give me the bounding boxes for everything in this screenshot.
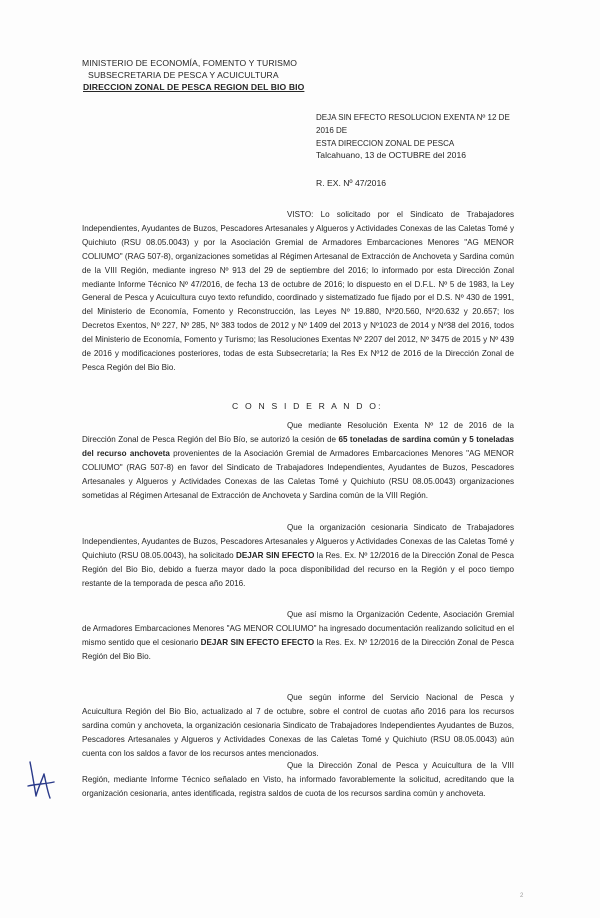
visto-text: Lo solicitado por el Sindicato de Trabajadores Independientes, Ayudantes de Buzos, Pescadores Artesanales y Algueros y Actividades Conexas de las Caletas Tomé y Quichiuto (RSU 08.05.0043) y por la Asociación Gremial de Armadores Embarcaciones Menores "AG MENOR COLIUMO" (RAG 507-8), organizaciones sometidas al Régimen Artesanal de Extracción de Anchoveta y Sardina común de la VIII Región, mediante ingreso Nº 913 del 29 de septiembre del 2016; lo informado por esta Dirección Zonal mediante Informe Técnico Nº 47/2016, de fecha 13 de octubre de 2016; lo dispuesto en el D.F.L. Nº 5 de 1983, la Ley General de Pesca y Acuicultura cuyo texto refundido, coordinado y sistematizado fue fijado por el D.S. Nº 430 de 1991, del Ministerio de Economía, Fomento y Reconstrucción, las Leyes Nº 19.880, Nº20.560, Nº20.632 y 20.657; los Decretos Exentos, Nº 227, Nº 285, Nº 383 todos de 2012 y Nº 1409 del 2013 y Nº1023 de 2014 y Nº38 del 2016, todos del Ministerio de Economía, Fomento y Turismo; las Resoluciones Exentas Nº 2207 del 2012, Nº 3475 de 2015 y Nº 439 de 2016 y modificaciones posteriores, todas de esta Subsecretaría; la Res Ex Nº12 de 2016 de la Dirección Zonal de Pesca Región del Bio Bio. [82,210,515,372]
considerando-4-text: Que según informe del Servicio Nacional de Pesca y Acuicultura Región del Bio Bio, actualizado al 7 de octubre, sobre el control de cuotas año 2016 para los recursos sardina común y anchoveta, la organización cesionaria Sindicato de Trabajadores Independientes Ayudantes de Buzos, Pescadores Artesanales y Algueros y Actividades Conexas de las Caletas Tomé y Quichiuto (RSU 08.05.0043) aún cuenta con los saldos a favor de los recursos antes mencionados. [82,693,514,758]
considerando-2 [82,521,514,591]
considerando-4 [82,691,514,761]
reference-summary [316,111,516,150]
visto-label: VISTO: [287,210,314,219]
subsecretary-name: SUBSECRETARIA DE PESCA Y ACUICULTURA [88,70,279,80]
considerando-5-text: Que la Dirección Zonal de Pesca y Acuicultura de la VIII Región, mediante Informe Técnico señalado en Visto, ha informado favorablemente la solicitud, acreditando que la organización cesionaria, antes identificada, registra saldos de cuota de los recursos sardina común y anchoveta. [82,761,514,798]
considerando-1-bold: 65 toneladas de sardina común y 5 toneladas del recurso anchoveta [82,434,515,458]
visto-paragraph [82,208,514,375]
considerando-3-text: Que así mismo la Organización Cedente, Asociación Gremial de Armadores Embarcaciones Menores "AG MENOR COLIUMO" ha ingresado documentación realizando solicitud en el mismo sentido que el cesionario [82,610,514,647]
considerando-2-bold: DEJAR SIN EFECTO [236,550,315,560]
considerando-1-text: Que mediante Resolución Exenta Nº 12 de 2016 de la Dirección Zonal de Pesca Región del Bío Bío, se autorizó la cesión de [82,421,514,444]
considerando-1 [82,419,514,502]
letterhead [82,57,304,93]
considerando-3 [82,608,514,664]
reference-line-1: DEJA SIN EFECTO RESOLUCION EXENTA Nº 12 DE 2016 DE [316,113,510,135]
zonal-direction-name: DIRECCION ZONAL DE PESCA REGION DEL BIO BIO [83,82,305,92]
initials-signature-icon [24,758,58,804]
resolution-number: R. EX. Nº 47/2016 [316,178,387,188]
considerando-5 [82,759,514,801]
considerando-2-text: Que la organización cesionaria Sindicato de Trabajadores Independientes, Ayudantes de Buzos, Pescadores Artesanales y Algueros y Actividades Conexas de las Caletas Tomé y Quichiuto (RSU 08.05.0043), ha solicitado [82,523,514,560]
considerando-2-text-end: la Res. Ex. Nº 12/2016 de la Dirección Zonal de Pesca Región del Bio Bio, debido a fuerza mayor dado la poca disponibilidad del recurso en la Región y el poco tiempo restante de la temporada de pesca año 2016. [82,550,514,588]
considerando-1-text-end: provenientes de la Asociación Gremial de Armadores Embarcaciones Menores "AG MENOR COLIUMO" (RAG 507-8) en favor del Sindicato de Trabajadores Independientes, Ayudantes de Buzos, Pescadores Artesanales y Algueros y Actividades Conexas de las Caletas Tomé y Quichiuto (RSU 08.05.0043) organizaciones sometidas al Régimen Artesanal de Extracción de Anchoveta y Sardina común de la VIII Región. [82,448,515,500]
reference-line-2: ESTA DIRECCION ZONAL DE PESCA [316,139,455,148]
page-marker: 2 [520,893,524,899]
considerando-3-bold: DEJAR SIN EFECTO EFECTO [200,637,315,647]
document-date: Talcahuano, 13 de OCTUBRE del 2016 [316,150,467,160]
considerando-3-text-end: la Res. Ex. Nº 12/2016 de la Dirección Zonal de Pesca Región del Bio Bio. [82,637,514,661]
ministry-name: MINISTERIO DE ECONOMÍA, FOMENTO Y TURISMO [82,58,297,68]
considerando-heading: C O N S I D E R A N D O: [232,401,383,411]
